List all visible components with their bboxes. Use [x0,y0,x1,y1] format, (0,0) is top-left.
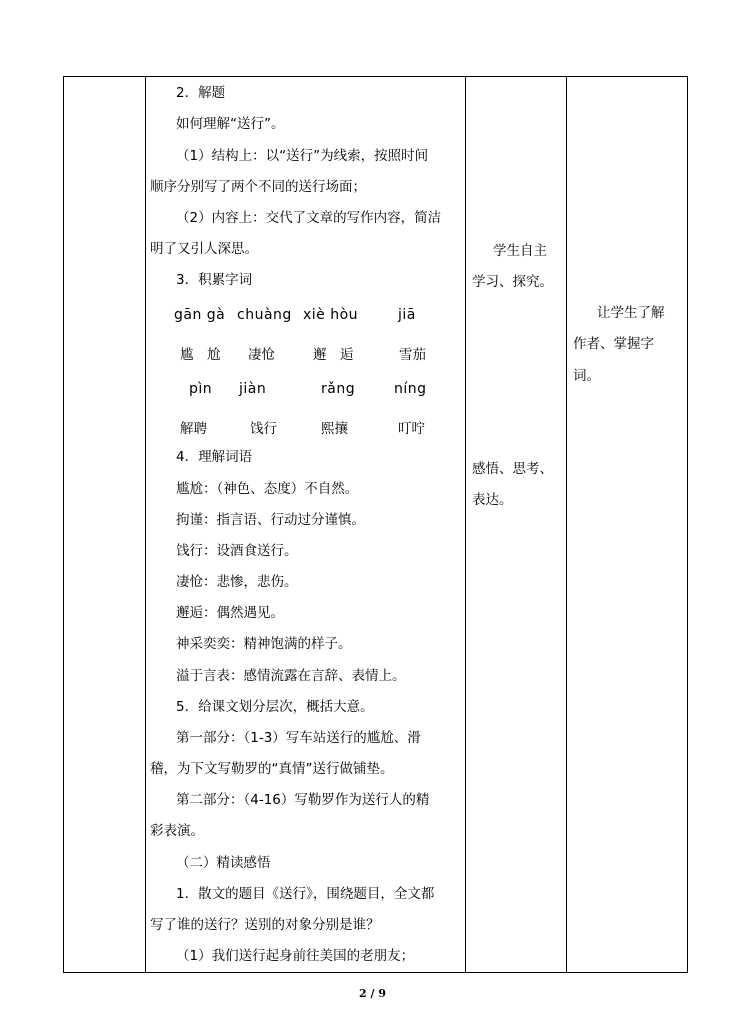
definition-line: 凄怆：悲惨，悲伤。 [176,574,298,590]
paragraph-line: （1）结构上：以“送行”为线索，按照时间 [176,148,429,164]
design-intent-text: 作者、掌握字 [573,336,654,352]
pinyin-item: jiā [398,307,416,323]
paragraph-line: 第二部分：（4-16）写勒罗作为送行人的精 [176,792,430,808]
vocab-word: 饯行 [250,421,277,437]
section-heading: 3．积累字词 [176,272,253,288]
section-heading: 2．解题 [176,85,226,101]
pinyin-item: rǎng [321,381,356,397]
vocab-word: 熙攘 [321,421,348,437]
paragraph-line: 明了又引人深思。 [150,241,258,257]
paragraph-line: 如何理解“送行”。 [176,116,285,132]
vocab-word: 凄怆 [248,347,275,363]
paragraph-line: 顺序分别写了两个不同的送行场面； [150,179,366,195]
paragraph-line: 写了谁的送行？送别的对象分别是谁？ [150,917,380,933]
definition-line: 尴尬：（神色、态度）不自然。 [176,481,359,497]
paragraph-line: 彩表演。 [150,823,204,839]
design-intent-cell [567,77,688,973]
definition-line: 饯行：设酒食送行。 [176,543,298,559]
section-heading: （二）精读感悟 [176,855,271,871]
pinyin-item: pìn [189,381,213,397]
blank-column [64,77,146,973]
vocab-word: 雪茄 [399,347,426,363]
pinyin-item: chuàng [237,307,292,323]
section-heading: 4．理解词语 [176,449,253,465]
definition-line: 邂逅：偶然遇见。 [176,605,284,621]
vocab-word: 尴 尬 [180,347,221,363]
teaching-content-cell [146,77,466,973]
pinyin-item: níng [394,381,427,397]
student-activity-text: 学生自主 [493,243,547,259]
pinyin-item: gān gà [174,307,226,323]
student-activity-text: 感悟、思考、 [472,461,553,477]
student-activity-cell [466,77,567,973]
pinyin-item: jiàn [239,381,267,397]
student-activity-text: 表达。 [472,492,513,508]
definition-line: 溢于言表：感情流露在言辞、表情上。 [176,668,406,684]
vocab-word: 解聘 [180,421,207,437]
design-intent-text: 让学生了解 [597,305,665,321]
page-number: 2 / 9 [359,987,386,1000]
vocab-word: 叮咛 [398,421,425,437]
paragraph-line: （1）我们送行起身前往美国的老朋友； [176,948,415,964]
lesson-table [63,76,688,973]
paragraph-line: 1．散文的题目《送行》，围绕题目，全文都 [176,886,435,902]
student-activity-text: 学习、探究。 [472,274,553,290]
paragraph-line: （2）内容上：交代了文章的写作内容，简洁 [176,210,442,226]
section-heading: 5．给课文划分层次，概括大意。 [176,699,374,715]
paragraph-line: 稽，为下文写勒罗的“真情”送行做铺垫。 [150,761,394,777]
definition-line: 拘谨：指言语、行动过分谨慎。 [176,512,365,528]
paragraph-line: 第一部分：（1-3）写车站送行的尴尬、滑 [176,730,421,746]
definition-line: 神采奕奕：精神饱满的样子。 [176,636,352,652]
pinyin-item: xiè hòu [303,307,359,323]
design-intent-text: 词。 [573,368,600,384]
vocab-word: 邂 逅 [313,347,354,363]
